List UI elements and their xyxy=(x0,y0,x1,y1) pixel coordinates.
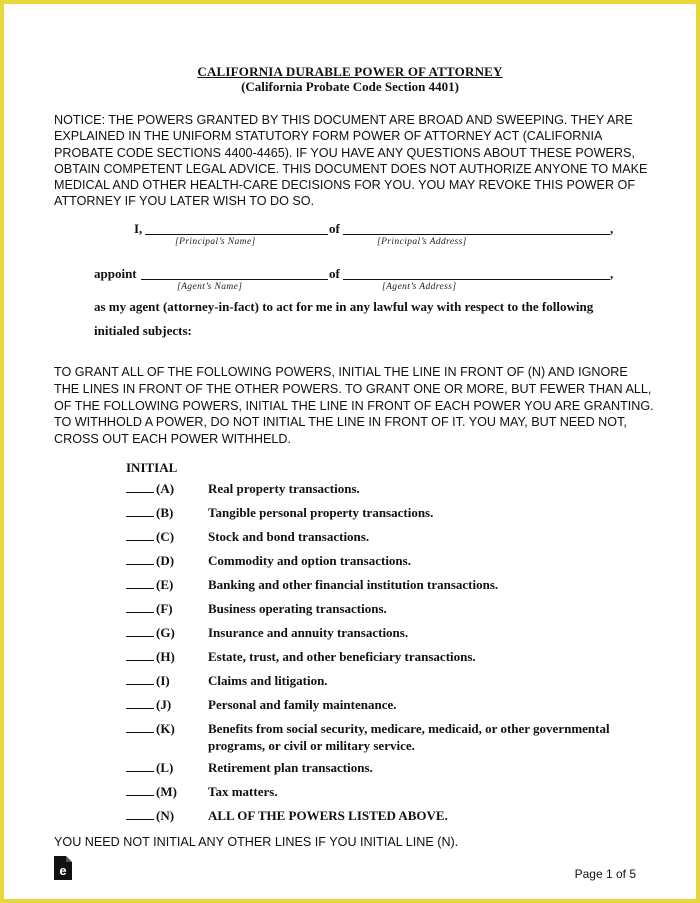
page-number: Page 1 of 5 xyxy=(574,867,636,881)
power-description: Tangible personal property transactions. xyxy=(208,505,434,520)
power-letter: (A) xyxy=(156,481,175,496)
power-letter: (H) xyxy=(156,649,175,664)
instructions-paragraph: TO GRANT ALL OF THE FOLLOWING POWERS, INITIAL THE LINE IN FRONT OF (N) AND IGNORE THE LINES IN FRONT OF THE OTHER POWERS. TO GRANT ONE OR MORE, BUT FEWER THAN ALL, OF THE FOLLOWING POWERS, INITIAL THE LINE IN FRONT OF EACH POWER YOU ARE GRANTING. TO WITHHOLD A POWER, DO NOT INITIAL THE LINE IN FRONT OF IT. YOU MAY, BUT NEED NOT, CROSS OUT EACH POWER WITHHELD. xyxy=(54,365,654,447)
power-description: Insurance and annuity transactions. xyxy=(208,625,409,640)
principal-of-label: of xyxy=(329,221,340,236)
principal-name-line[interactable] xyxy=(145,234,328,235)
principal-address-caption: [Principal’s Address] xyxy=(377,237,467,247)
power-description: Personal and family maintenance. xyxy=(208,697,397,712)
agent-address-line[interactable] xyxy=(343,279,610,280)
initial-blank-line[interactable] xyxy=(126,819,154,820)
initial-blank-line[interactable] xyxy=(126,795,154,796)
power-description: Retirement plan transactions. xyxy=(208,760,373,775)
agent-statement-line-2: initialed subjects: xyxy=(94,323,192,338)
power-description: Stock and bond transactions. xyxy=(208,529,370,544)
agent-address-caption: [Agent’s Address] xyxy=(382,282,457,292)
power-letter: (E) xyxy=(156,577,174,592)
initial-blank-line[interactable] xyxy=(126,660,154,661)
power-description: Claims and litigation. xyxy=(208,673,328,688)
initial-blank-line[interactable] xyxy=(126,492,154,493)
initial-blank-line[interactable] xyxy=(126,540,154,541)
initial-blank-line[interactable] xyxy=(126,732,154,733)
power-letter: (B) xyxy=(156,505,174,520)
power-letter: (G) xyxy=(156,625,175,640)
eforms-logo-icon xyxy=(52,855,74,881)
power-description: Banking and other financial institution transactions. xyxy=(208,577,499,592)
title-main: CALIFORNIA DURABLE POWER OF ATTORNEY xyxy=(197,64,503,79)
initial-blank-line[interactable] xyxy=(126,588,154,589)
principal-address-line[interactable] xyxy=(343,234,610,235)
power-letter: (M) xyxy=(156,784,177,799)
power-description: Benefits from social security, medicare, medicaid, or other governmental programs, or civil or military service. xyxy=(208,721,610,753)
initial-blank-line[interactable] xyxy=(126,564,154,565)
power-letter: (K) xyxy=(156,721,175,736)
initial-header: INITIAL xyxy=(126,460,178,475)
power-description: Business operating transactions. xyxy=(208,601,387,616)
svg-text:e: e xyxy=(59,863,67,878)
initial-blank-line[interactable] xyxy=(126,516,154,517)
initial-blank-line[interactable] xyxy=(126,708,154,709)
power-description: Estate, trust, and other beneficiary transactions. xyxy=(208,649,476,664)
document-title xyxy=(4,64,696,94)
power-description: Tax matters. xyxy=(208,784,278,799)
agent-of-label: of xyxy=(329,266,340,281)
title-subtitle: (California Probate Code Section 4401) xyxy=(241,79,459,94)
power-description: Commodity and option transactions. xyxy=(208,553,411,568)
agent-end: , xyxy=(610,266,614,281)
initial-blank-line[interactable] xyxy=(126,684,154,685)
principal-end: , xyxy=(610,221,614,236)
power-description: Real property transactions. xyxy=(208,481,360,496)
agent-prefix: appoint xyxy=(94,266,137,281)
power-description: ALL OF THE POWERS LISTED ABOVE. xyxy=(208,808,448,823)
power-letter: (D) xyxy=(156,553,175,568)
power-letter: (F) xyxy=(156,601,173,616)
agent-name-line[interactable] xyxy=(141,279,328,280)
agent-statement-line-1: as my agent (attorney-in-fact) to act for me in any lawful way with respect to the following xyxy=(94,299,594,314)
power-letter: (N) xyxy=(156,808,175,823)
footer-note: YOU NEED NOT INITIAL ANY OTHER LINES IF YOU INITIAL LINE (N). xyxy=(54,835,459,849)
power-letter: (I) xyxy=(156,673,170,688)
agent-name-caption: [Agent’s Name] xyxy=(177,282,243,292)
power-letter: (J) xyxy=(156,697,172,712)
power-letter: (C) xyxy=(156,529,175,544)
document-page xyxy=(4,4,696,899)
initial-blank-line[interactable] xyxy=(126,612,154,613)
power-letter: (L) xyxy=(156,760,174,775)
principal-prefix: I, xyxy=(134,221,143,236)
initial-blank-line[interactable] xyxy=(126,636,154,637)
initial-blank-line[interactable] xyxy=(126,771,154,772)
principal-name-caption: [Principal’s Name] xyxy=(175,237,256,247)
notice-paragraph: NOTICE: THE POWERS GRANTED BY THIS DOCUMENT ARE BROAD AND SWEEPING. THEY ARE EXPLAINED IN THE UNIFORM STATUTORY FORM POWER OF ATTORNEY ACT (CALIFORNIA PROBATE CODE SECTIONS 4400-4465). IF YOU HAVE ANY QUESTIONS ABOUT THESE POWERS, OBTAIN COMPETENT LEGAL ADVICE. THIS DOCUMENT DOES NOT AUTHORIZE ANYONE TO MAKE MEDICAL AND OTHER HEALTH-CARE DECISIONS FOR YOU. YOU MAY REVOKE THIS POWER OF ATTORNEY IF YOU LATER WISH TO DO SO. xyxy=(54,113,648,209)
